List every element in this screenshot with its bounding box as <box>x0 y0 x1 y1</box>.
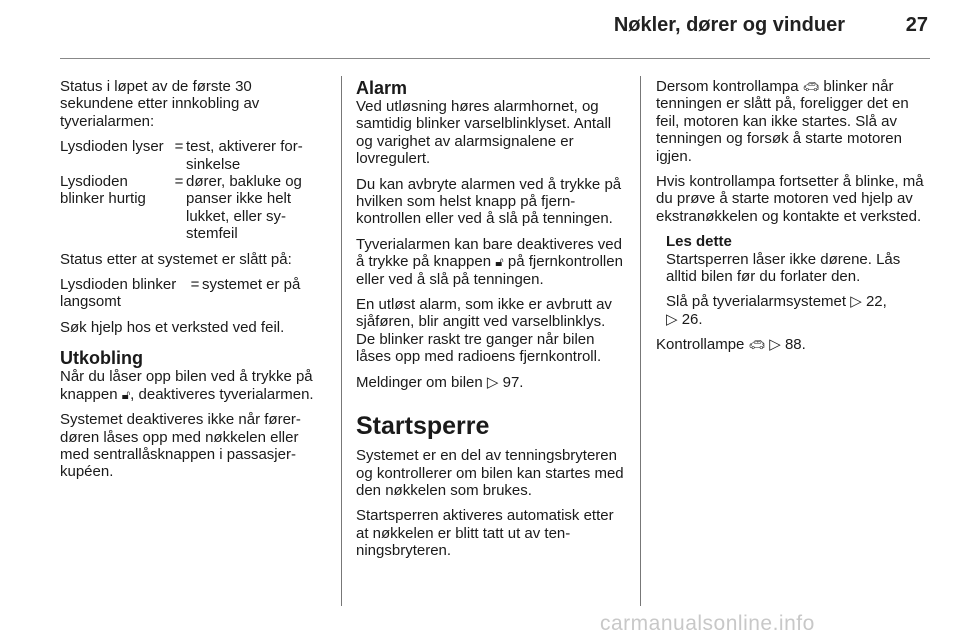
note-heading: Les dette <box>666 233 732 251</box>
status-row <box>60 276 328 311</box>
alarm-paragraph: Tyverialarmen kan bare deaktiveres ved å trykke på knappen 🔓︎ på fjernkontrollen eller ved å slå på tenningen. <box>356 235 623 288</box>
column-3 <box>656 78 928 362</box>
alarm-paragraph: En utløst alarm, som ikke er avbrutt av sjåføren, blir angitt ved varselblinklys. De blinker raskt tre ganger når bilen låses opp med radioens fjernkontroll. <box>356 296 612 366</box>
status-value: test, aktiverer forsinkelse <box>186 138 303 173</box>
page-header-title: Nøkler, dører og vinduer <box>613 14 845 36</box>
page-reference[interactable]: 26. <box>681 310 703 328</box>
lock-icon: 🔓︎ <box>495 254 504 270</box>
alarm-paragraph: Du kan avbryte alarmen ved å trykke på hvilken som helst knapp på fjernkontrollen eller ved å slå på tenningen. <box>356 175 622 228</box>
watermark: carmanualsonline.info <box>600 612 815 635</box>
alarm-heading: Alarm <box>356 78 408 98</box>
status-row <box>60 138 328 173</box>
car-key-icon: 🚗︎ <box>748 337 766 353</box>
help-text: Søk hjelp hos et verksted ved feil. <box>60 318 285 336</box>
car-key-icon: 🚗︎ <box>802 79 820 94</box>
utkobling-paragraph-2: Systemet deaktiveres ikke når førerdøren låses opp med nøkkelen eller med sentrallåsknappen i passasjerkupéen. <box>60 411 301 481</box>
lock-icon: 🔓︎ <box>121 386 131 402</box>
startsperre-heading: Startsperre <box>356 412 490 441</box>
status-key: Lysdioden blinker langsomt <box>60 276 177 311</box>
reference-arrow-icon: ▷ <box>666 310 682 328</box>
column-divider-1 <box>341 76 342 606</box>
alarm-paragraph: Ved utløsning høres alarmhornet, og samtidig blinker varselblinklyset. Antall og varighet av alarmsignalene er lovregulert. <box>356 98 612 168</box>
body-paragraph: Hvis kontrollampa fortsetter å blinke, må du prøve å starte motoren ved hjelp av ekstranøkkelen og kontakte et verksted. <box>656 173 924 225</box>
startsperre-paragraph: Systemet er en del av tenningsbryteren og kontrollerer om bilen kan startes med den nøkkelen som brukes. <box>356 447 624 499</box>
status-after-intro: Status etter at systemet er slått på: <box>60 250 292 268</box>
column-divider-2 <box>640 76 641 606</box>
header-rule <box>60 58 930 59</box>
status-key: Lysdioden lyser <box>60 138 164 156</box>
reference-arrow-icon: ▷ <box>769 336 785 354</box>
column-2 <box>356 78 626 568</box>
status-eq: = <box>174 138 184 156</box>
body-paragraph: Kontrollampe 🚗︎ ▷ 88. <box>656 336 806 354</box>
column-1 <box>60 78 328 489</box>
note-paragraph: Slå på tyverialarmsystemet ▷ 22, ▷ 26. <box>666 293 887 328</box>
status-value: systemet er på <box>202 276 301 294</box>
page-reference[interactable]: 22, <box>865 293 887 311</box>
status-key: Lysdioden blinker hurtig <box>60 173 146 208</box>
utkobling-heading: Utkobling <box>60 348 143 369</box>
page-reference[interactable]: 88. <box>784 336 806 354</box>
status-eq: = <box>190 276 200 294</box>
reference-arrow-icon: ▷ <box>850 293 866 311</box>
status-intro: Status i løpet av de første 30 sekundene etter innkobling av tyverialarmen: <box>60 78 260 130</box>
page-reference[interactable]: 97. <box>502 373 524 391</box>
status-value: dører, bakluke og panser ikke helt lukket, eller systemfeil <box>186 173 302 243</box>
reference-arrow-icon: ▷ <box>486 373 503 391</box>
status-eq: = <box>174 173 184 191</box>
note-box <box>666 233 928 328</box>
page-number: 27 <box>905 14 928 36</box>
startsperre-paragraph: Startsperren aktiveres automatisk etter at nøkkelen er blitt tatt ut av tenningsbryteren. <box>356 507 614 560</box>
note-paragraph: Startsperren låser ikke dørene. Lås alltid bilen før du forlater den. <box>666 250 901 286</box>
utkobling-paragraph: Når du låser opp bilen ved å trykke på knappen 🔓︎, deaktiveres tyverialarmen. <box>60 368 314 403</box>
status-row <box>60 173 328 243</box>
alarm-paragraph: Meldinger om bilen ▷ 97. <box>356 373 524 391</box>
body-paragraph: Dersom kontrollampa 🚗︎ blinker når tenningen er slått på, foreligger det en feil, motoren kan ikke startes. Slå av tenningen og forsøk å starte motoren igjen. <box>656 78 909 165</box>
